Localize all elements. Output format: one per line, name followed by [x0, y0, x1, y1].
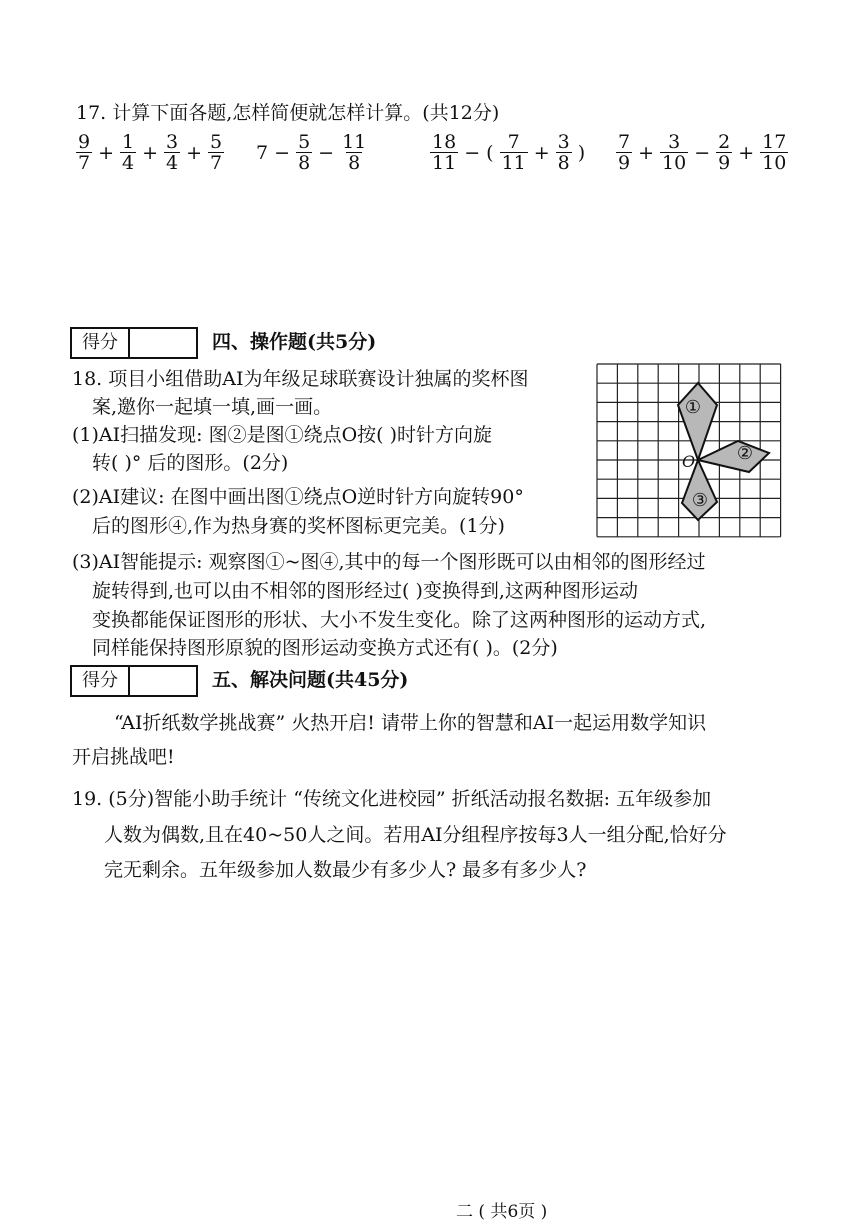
shape-1 — [678, 383, 717, 460]
fraction-denominator: 11 — [432, 152, 457, 174]
fraction-denominator: 7 — [210, 152, 223, 174]
fraction-denominator: 8 — [557, 152, 570, 174]
fraction — [120, 132, 136, 173]
fraction-numerator: 2 — [718, 131, 731, 153]
q17-title: 17. 计算下面各题,怎样简便就怎样计算。(共12分) — [76, 102, 500, 124]
fraction — [716, 132, 732, 173]
q19-line-3: 完无剩余。五年级参加人数最少有多少人? 最多有多少人? — [104, 859, 587, 881]
fraction-denominator: 8 — [348, 152, 361, 174]
fraction — [430, 132, 458, 173]
q18-part3-line-4: 同样能保持图形原貌的图形运动变换方式还有( )。(2分) — [92, 637, 558, 659]
operator: + — [533, 141, 550, 164]
section4-title: 四、操作题(共5分) — [212, 331, 377, 353]
score-blank[interactable] — [130, 329, 196, 357]
fraction-numerator: 9 — [78, 131, 91, 153]
shape-2-label: ② — [736, 443, 754, 464]
fraction — [76, 132, 92, 173]
fraction-numerator: 5 — [210, 131, 223, 153]
fraction-numerator: 1 — [122, 131, 135, 153]
q17-expression-1 — [74, 132, 226, 173]
fraction — [340, 132, 368, 173]
q18-part1-line-1: (1)AI扫描发现: 图②是图①绕点O按( )时针方向旋 — [72, 424, 493, 446]
fraction — [660, 132, 688, 173]
operator: + — [142, 141, 159, 164]
q18-part3-line-2: 旋转得到,也可以由不相邻的图形经过( )变换得到,这两种图形运动 — [92, 580, 638, 602]
shape-1-label: ① — [684, 397, 702, 418]
fraction-numerator: 3 — [166, 131, 179, 153]
fraction-denominator: 10 — [762, 152, 787, 174]
fraction-denominator: 7 — [78, 152, 91, 174]
intro-line-2: 开启挑战吧! — [72, 746, 175, 768]
q17-expression-3 — [428, 132, 589, 173]
fraction-numerator: 17 — [762, 131, 787, 153]
fraction — [556, 132, 572, 173]
operator: 7 − — [256, 141, 291, 164]
rotation-grid-figure[interactable] — [596, 363, 782, 543]
fraction-numerator: 7 — [618, 131, 631, 153]
fraction — [164, 132, 180, 173]
point-o-label: O — [682, 452, 696, 471]
operator: − — [318, 141, 335, 164]
fraction-numerator: 5 — [298, 131, 311, 153]
section5-title: 五、解决问题(共45分) — [212, 669, 409, 691]
fraction-numerator: 3 — [668, 131, 681, 153]
fraction — [616, 132, 632, 173]
q18-part2-line-2: 后的图形④,作为热身赛的奖杯图标更完美。(1分) — [92, 515, 505, 537]
q17-expression-2 — [252, 132, 370, 173]
fraction-denominator: 11 — [501, 152, 526, 174]
q18-line-2: 案,邀你一起填一填,画一画。 — [92, 396, 333, 418]
fraction-denominator: 4 — [122, 152, 135, 174]
q19-line-2: 人数为偶数,且在40~50人之间。若用AI分组程序按每3人一组分配,恰好分 — [104, 824, 727, 846]
fraction — [208, 132, 224, 173]
page-footer: 二 ( 共6页 ) — [456, 1202, 548, 1222]
score-label: 得分 — [72, 667, 130, 695]
score-label: 得分 — [72, 329, 130, 357]
fraction-denominator: 8 — [298, 152, 311, 174]
operator: + — [638, 141, 655, 164]
score-blank[interactable] — [130, 667, 196, 695]
fraction — [500, 132, 528, 173]
fraction-denominator: 9 — [718, 152, 731, 174]
fraction-numerator: 18 — [432, 131, 457, 153]
fraction — [760, 132, 788, 173]
operator: − ( — [464, 141, 494, 164]
q18-part1-line-2: 转( )° 后的图形。(2分) — [92, 452, 289, 474]
fraction-numerator: 7 — [507, 131, 520, 153]
q18-part2-line-1: (2)AI建议: 在图中画出图①绕点O逆时针方向旋转90° — [72, 486, 524, 508]
intro-line-1: “AI折纸数学挑战赛” 火热开启! 请带上你的智慧和AI一起运用数学知识 — [114, 712, 707, 734]
fraction-numerator: 11 — [342, 131, 367, 153]
grid-svg — [596, 363, 782, 539]
fraction-denominator: 4 — [166, 152, 179, 174]
operator: − — [694, 141, 711, 164]
fraction-denominator: 9 — [618, 152, 631, 174]
score-box-section5 — [70, 665, 198, 697]
operator: + — [186, 141, 203, 164]
q17-expression-4 — [614, 132, 790, 173]
q18-part3-line-1: (3)AI智能提示: 观察图①~图④,其中的每一个图形既可以由相邻的图形经过 — [72, 551, 706, 573]
operator: + — [98, 141, 115, 164]
fraction-numerator: 3 — [557, 131, 570, 153]
score-box-section4 — [70, 327, 198, 359]
q19-line-1: 19. (5分)智能小助手统计 “传统文化进校园” 折纸活动报名数据: 五年级参加 — [72, 788, 712, 810]
shape-3-label: ③ — [691, 490, 709, 511]
q18-part3-line-3: 变换都能保证图形的形状、大小不发生变化。除了这两种图形的运动方式, — [92, 609, 707, 631]
operator: + — [738, 141, 755, 164]
operator: ) — [577, 141, 586, 164]
fraction-denominator: 10 — [662, 152, 687, 174]
shape-2 — [698, 441, 769, 472]
fraction — [296, 132, 312, 173]
q18-line-1: 18. 项目小组借助AI为年级足球联赛设计独属的奖杯图 — [72, 368, 529, 390]
